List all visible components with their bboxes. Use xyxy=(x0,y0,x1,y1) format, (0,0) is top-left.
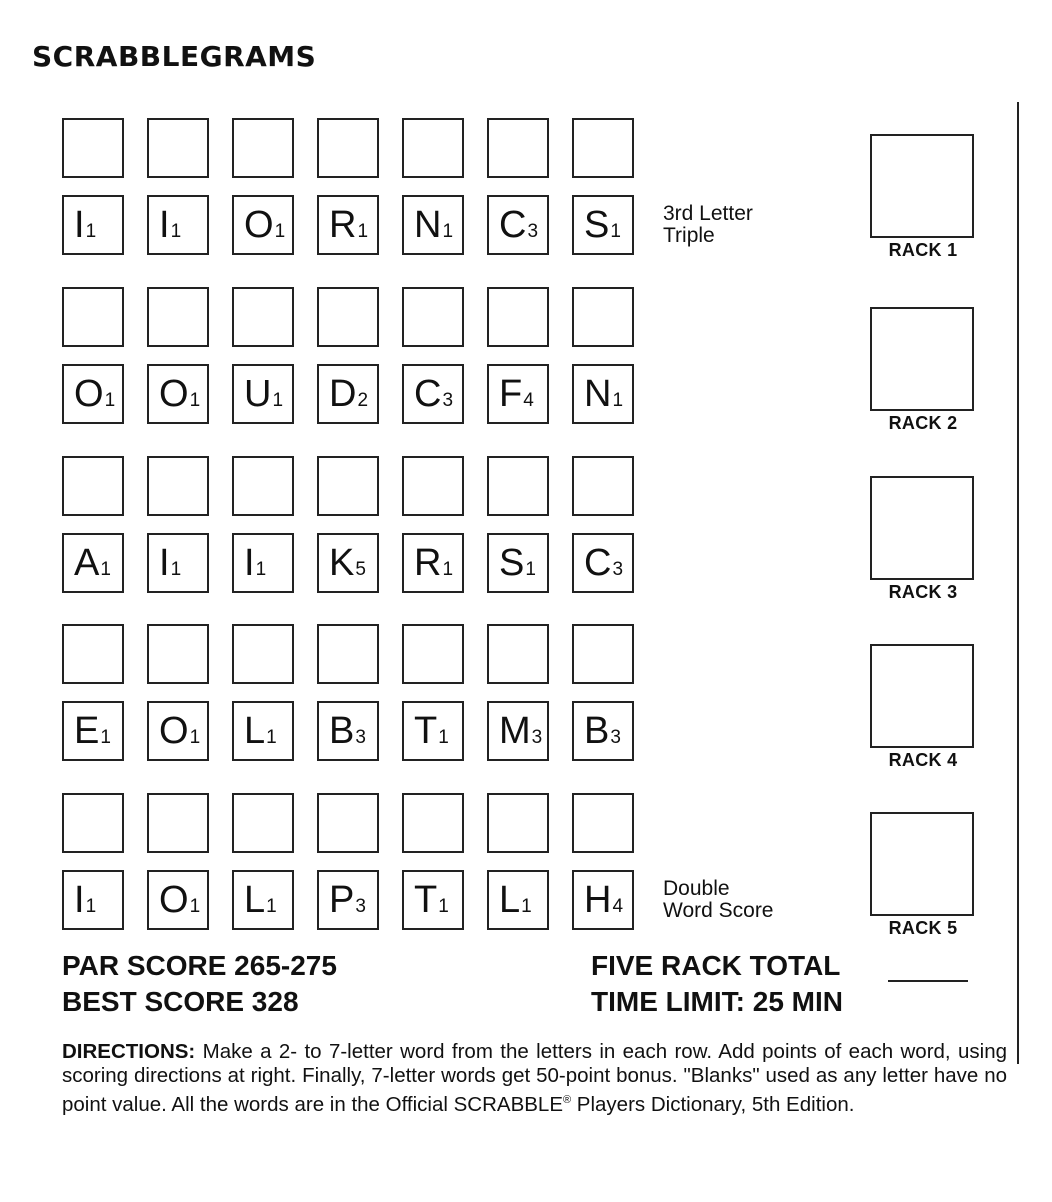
tile-points: 1 xyxy=(189,727,201,748)
tile-face xyxy=(159,878,200,929)
tile-points: 1 xyxy=(255,559,267,580)
bonus-note-1 xyxy=(663,203,753,247)
letter-tile xyxy=(62,364,124,424)
total-info xyxy=(591,948,843,1020)
total-answer-line[interactable] xyxy=(888,980,968,982)
letter-tile xyxy=(232,195,294,255)
tile-points: 3 xyxy=(442,390,454,411)
tile-letter: F xyxy=(499,373,523,415)
letter-tile xyxy=(62,701,124,761)
tile-face xyxy=(329,372,368,423)
tile-points: 1 xyxy=(170,221,182,242)
tile-face xyxy=(244,203,285,254)
tile-face xyxy=(74,372,115,423)
bonus-note-5 xyxy=(663,878,774,922)
tile-letter: I xyxy=(159,204,170,246)
tile-letter: R xyxy=(414,542,442,584)
tile-letter: H xyxy=(584,879,612,921)
letter-tile xyxy=(402,364,464,424)
tile-letter: N xyxy=(414,204,442,246)
tile-letter: O xyxy=(159,710,189,752)
tile-points: 1 xyxy=(274,221,286,242)
tile-face xyxy=(584,372,623,423)
tile-points: 1 xyxy=(189,896,201,917)
answer-box[interactable] xyxy=(232,456,294,516)
rack-1 xyxy=(870,134,976,261)
answer-box[interactable] xyxy=(572,118,634,178)
tile-letter: I xyxy=(244,542,255,584)
bonus-note-line: Triple xyxy=(663,224,715,247)
tile-face xyxy=(159,709,200,760)
answer-box[interactable] xyxy=(147,287,209,347)
letter-tile xyxy=(572,195,634,255)
rack-label: RACK 4 xyxy=(888,750,958,770)
answer-box[interactable] xyxy=(487,456,549,516)
letter-tile xyxy=(487,533,549,593)
answer-box[interactable] xyxy=(62,456,124,516)
tile-points: 1 xyxy=(612,390,624,411)
answer-box[interactable] xyxy=(572,456,634,516)
answer-box[interactable] xyxy=(487,793,549,853)
tile-face xyxy=(159,203,181,254)
rack-score-box[interactable] xyxy=(870,134,974,238)
tile-letter: T xyxy=(414,710,438,752)
tile-letter: O xyxy=(159,373,189,415)
tile-letter: N xyxy=(584,373,612,415)
tile-points: 1 xyxy=(85,896,97,917)
letter-tile xyxy=(232,533,294,593)
answer-box[interactable] xyxy=(572,624,634,684)
answer-box[interactable] xyxy=(487,287,549,347)
answer-box[interactable] xyxy=(402,287,464,347)
answer-box[interactable] xyxy=(147,118,209,178)
tile-letter: L xyxy=(499,879,521,921)
letter-tile xyxy=(232,870,294,930)
letter-tile xyxy=(62,533,124,593)
answer-box[interactable] xyxy=(317,456,379,516)
tile-letter: O xyxy=(244,204,274,246)
tile-points: 1 xyxy=(189,390,201,411)
tile-face xyxy=(584,541,623,592)
letter-tile xyxy=(572,870,634,930)
tile-letter: B xyxy=(584,710,610,752)
tile-face xyxy=(329,203,368,254)
tile-letter: D xyxy=(329,373,357,415)
answer-box[interactable] xyxy=(402,456,464,516)
tile-face xyxy=(414,709,449,760)
tile-face xyxy=(74,203,96,254)
tile-points: 3 xyxy=(610,727,621,748)
answer-box[interactable] xyxy=(572,287,634,347)
letter-tile xyxy=(147,364,209,424)
tile-points: 1 xyxy=(104,390,116,411)
tile-letter: B xyxy=(329,710,355,752)
rack-4 xyxy=(870,644,976,771)
tile-face xyxy=(74,541,111,592)
tile-letter: I xyxy=(74,204,85,246)
letter-tile xyxy=(487,364,549,424)
answer-box[interactable] xyxy=(232,793,294,853)
tile-face xyxy=(499,372,534,423)
tile-face xyxy=(244,709,277,760)
bonus-note-line: 3rd Letter xyxy=(663,202,753,225)
rack-3 xyxy=(870,476,976,603)
tile-points: 1 xyxy=(100,559,111,580)
tile-face xyxy=(584,709,621,760)
letter-tile xyxy=(147,195,209,255)
rack-label: RACK 1 xyxy=(888,240,958,260)
rack-score-box[interactable] xyxy=(870,307,974,411)
rack-score-box[interactable] xyxy=(870,476,974,580)
answer-box[interactable] xyxy=(62,118,124,178)
answer-box[interactable] xyxy=(402,624,464,684)
tile-points: 5 xyxy=(355,559,366,580)
tile-points: 1 xyxy=(272,390,284,411)
bonus-note-line: Double xyxy=(663,877,730,900)
letter-tile xyxy=(232,364,294,424)
tile-points: 1 xyxy=(438,896,449,917)
par-score: PAR SCORE 265-275 xyxy=(62,950,337,981)
tile-letter: E xyxy=(74,710,100,752)
tile-face xyxy=(584,878,623,929)
tile-points: 3 xyxy=(355,896,366,917)
tile-points: 1 xyxy=(525,559,536,580)
rack-label: RACK 5 xyxy=(888,918,958,938)
best-score: BEST SCORE 328 xyxy=(62,986,299,1017)
directions-text: Make a 2- to 7-letter word from the letters in each row. Add points of each word, using scoring directions at right. Finally, 7-letter words get 50-point bonus. "Blanks" used as any letter have no point value. All the words are in the Official SCRABBLE xyxy=(62,1040,1007,1116)
tile-face xyxy=(329,878,366,929)
letter-tile xyxy=(317,195,379,255)
tile-points: 4 xyxy=(612,896,624,917)
tile-letter: R xyxy=(329,204,357,246)
answer-box[interactable] xyxy=(402,793,464,853)
rack-5 xyxy=(870,812,976,939)
tile-points: 1 xyxy=(266,727,277,748)
tile-letter: C xyxy=(414,373,442,415)
answer-box[interactable] xyxy=(62,287,124,347)
answer-box[interactable] xyxy=(317,287,379,347)
tile-letter: C xyxy=(499,204,527,246)
letter-tile xyxy=(147,701,209,761)
tile-points: 1 xyxy=(438,727,449,748)
answer-box[interactable] xyxy=(572,793,634,853)
tile-face xyxy=(74,709,111,760)
letter-tile xyxy=(487,701,549,761)
tile-letter: L xyxy=(244,710,266,752)
tile-points: 1 xyxy=(100,727,111,748)
tile-points: 1 xyxy=(266,896,277,917)
tile-letter: I xyxy=(159,542,170,584)
answer-box[interactable] xyxy=(147,456,209,516)
tile-face xyxy=(414,203,453,254)
tile-face xyxy=(584,203,621,254)
tile-letter: C xyxy=(584,542,612,584)
tile-letter: P xyxy=(329,879,355,921)
tile-points: 1 xyxy=(170,559,182,580)
letter-tile xyxy=(572,364,634,424)
letter-tile xyxy=(487,195,549,255)
answer-box[interactable] xyxy=(487,118,549,178)
answer-box[interactable] xyxy=(487,624,549,684)
tile-face xyxy=(499,878,532,929)
five-rack-total-label: FIVE RACK TOTAL xyxy=(591,950,841,981)
rack-label: RACK 2 xyxy=(888,413,958,433)
rack-label: RACK 3 xyxy=(888,582,958,602)
letter-tile xyxy=(62,870,124,930)
letter-tile xyxy=(572,701,634,761)
answer-box[interactable] xyxy=(402,118,464,178)
tile-face xyxy=(414,541,453,592)
tile-letter: U xyxy=(244,373,272,415)
tile-letter: S xyxy=(584,204,610,246)
tile-points: 1 xyxy=(85,221,97,242)
tile-letter: A xyxy=(74,542,100,584)
tile-face xyxy=(244,541,266,592)
answer-box[interactable] xyxy=(317,624,379,684)
tile-points: 3 xyxy=(355,727,366,748)
letter-tile xyxy=(402,195,464,255)
answer-box[interactable] xyxy=(317,793,379,853)
tile-face xyxy=(414,878,449,929)
letter-tile xyxy=(62,195,124,255)
answer-box[interactable] xyxy=(62,793,124,853)
tile-face xyxy=(414,372,453,423)
tile-face xyxy=(244,878,277,929)
tile-letter: O xyxy=(159,879,189,921)
letter-tile xyxy=(572,533,634,593)
tile-letter: L xyxy=(244,879,266,921)
letter-tile xyxy=(317,870,379,930)
directions xyxy=(62,1040,1007,1117)
time-limit: TIME LIMIT: 25 MIN xyxy=(591,986,843,1017)
tile-face xyxy=(159,541,181,592)
letter-tile xyxy=(487,870,549,930)
letter-tile xyxy=(317,701,379,761)
tile-points: 1 xyxy=(357,221,369,242)
vertical-divider xyxy=(1017,102,1019,1064)
tile-face xyxy=(329,541,366,592)
tile-points: 1 xyxy=(442,559,454,580)
answer-box[interactable] xyxy=(317,118,379,178)
rack-score-box[interactable] xyxy=(870,644,974,748)
answer-box[interactable] xyxy=(147,624,209,684)
tile-points: 1 xyxy=(521,896,532,917)
answer-box[interactable] xyxy=(232,624,294,684)
tile-face xyxy=(499,541,536,592)
tile-points: 2 xyxy=(357,390,369,411)
tile-points: 3 xyxy=(531,727,543,748)
tile-points: 1 xyxy=(442,221,454,242)
letter-tile xyxy=(402,870,464,930)
tile-points: 3 xyxy=(612,559,624,580)
tile-letter: O xyxy=(74,373,104,415)
tile-face xyxy=(244,372,283,423)
letter-tile xyxy=(317,533,379,593)
tile-face xyxy=(159,372,200,423)
tile-letter: K xyxy=(329,542,355,584)
tile-face xyxy=(74,878,96,929)
bonus-note-line: Word Score xyxy=(663,899,774,922)
score-info xyxy=(62,948,337,1020)
letter-tile xyxy=(317,364,379,424)
tile-letter: S xyxy=(499,542,525,584)
letter-tile xyxy=(147,870,209,930)
tile-face xyxy=(499,203,538,254)
answer-box[interactable] xyxy=(232,287,294,347)
tile-letter: T xyxy=(414,879,438,921)
answer-box[interactable] xyxy=(62,624,124,684)
directions-label: DIRECTIONS: xyxy=(62,1040,196,1063)
registered-mark: ® xyxy=(563,1094,572,1106)
answer-box[interactable] xyxy=(232,118,294,178)
letter-tile xyxy=(147,533,209,593)
tile-letter: M xyxy=(499,710,531,752)
letter-tile xyxy=(232,701,294,761)
rack-score-box[interactable] xyxy=(870,812,974,916)
answer-box[interactable] xyxy=(147,793,209,853)
tile-face xyxy=(499,709,542,760)
letter-tile xyxy=(402,533,464,593)
tile-face xyxy=(329,709,366,760)
directions-text-end: Players Dictionary, 5th Edition. xyxy=(571,1092,855,1116)
puzzle-title: SCRABBLEGRAMS xyxy=(32,40,317,73)
tile-points: 3 xyxy=(527,221,539,242)
tile-points: 4 xyxy=(523,390,534,411)
rack-2 xyxy=(870,307,976,434)
letter-tile xyxy=(402,701,464,761)
tile-points: 1 xyxy=(610,221,621,242)
tile-letter: I xyxy=(74,879,85,921)
